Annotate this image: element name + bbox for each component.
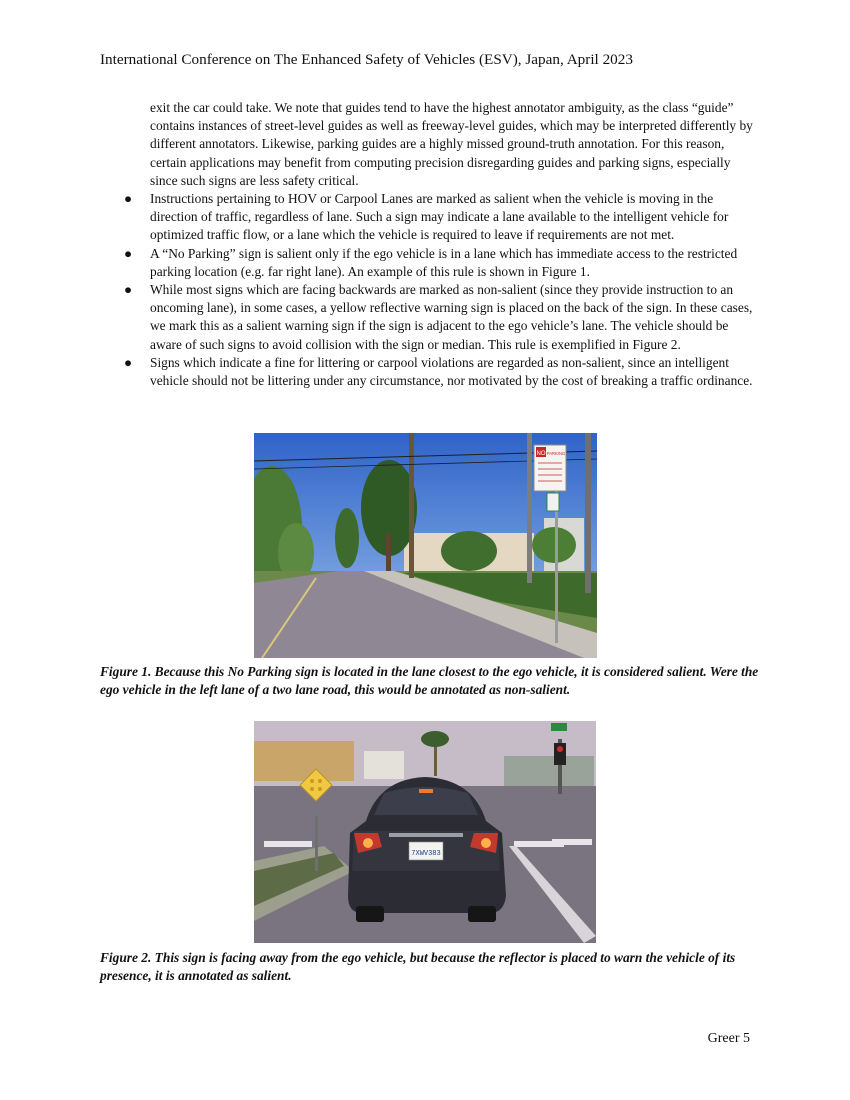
bullet-item-hov	[124, 190, 755, 245]
bullet-item-no-parking	[124, 245, 755, 281]
bullet-text: Signs which indicate a fine for littering or carpool violations are regarded as non-salient, since an intelligent vehicle should not be littering under any circumstance, nor motivated by the cost of breaking a traffic ordinance.	[150, 354, 753, 389]
figure-1-caption: Figure 1. Because this No Parking sign is located in the lane closest to the ego vehicle, it is considered salient. Were the ego vehicle in the left lane of a two lane road, this would be annotated as non-salient.	[100, 664, 759, 698]
bullet-dot-icon: ●	[124, 245, 133, 261]
figure-2-caption: Figure 2. This sign is facing away from the ego vehicle, but because the reflector is placed to warn the vehicle of its presence, it is annotated as salient.	[100, 950, 736, 984]
bullet-dot-icon: ●	[124, 354, 133, 370]
bullet-text: Instructions pertaining to HOV or Carpool Lanes are marked as salient when the vehicle is moving in the direction of traffic, regardless of lane. Such a sign may indicate a lane available to the intelligent vehicle for optimized traffic flow, or a lane which the vehicle is required to leave if requirements are not met.	[150, 191, 729, 243]
no-sign-text: NO	[536, 451, 546, 457]
bullet-dot-icon: ●	[124, 191, 133, 206]
parking-sign-text: PARKING	[546, 451, 566, 456]
bullet-text: While most signs which are facing backwards are marked as non-salient (since they provide instruction to an oncoming lane), in some cases, a yellow reflective warning sign is placed on the back of the sign. In these cases, we mark this as a salient warning sign if the sign is adjacent to the ego vehicle’s lane. The vehicle should be aware of such signs to avoid collision with the sign or median. This rule is exemplified in Figure 2.	[150, 282, 753, 352]
bullet-item-fines	[124, 354, 755, 390]
continued-bullet-text: exit the car could take. We note that guides tend to have the highest annotator ambiguity, as the class “guide” contains instances of street-level guides as well as freeway-level guides, which may be interpreted differently by different annotators. Likewise, parking guides are a highly missed ground-truth annotation. For this reason, certain applications may benefit from computing precision disregarding guides and parking signs, especially since such signs are less safety critical.	[150, 100, 753, 188]
figure-1-street-photo	[254, 433, 597, 658]
figure-2-car-photo	[254, 721, 596, 943]
bullet-dot-icon: ●	[124, 282, 133, 298]
page-number: Greer 5	[707, 1031, 750, 1046]
license-plate-text: 7XWV383	[411, 850, 441, 858]
bullet-text: A “No Parking” sign is salient only if the ego vehicle is in a lane which has immediate access to the restricted parking location (e.g. far right lane). An example of this rule is shown in Figure 1.	[150, 245, 738, 279]
bullet-item-backwards-signs	[124, 281, 755, 354]
running-header: International Conference on The Enhanced Safety of Vehicles (ESV), Japan, April 2023	[100, 51, 633, 68]
rule-bullet-list	[124, 190, 755, 390]
